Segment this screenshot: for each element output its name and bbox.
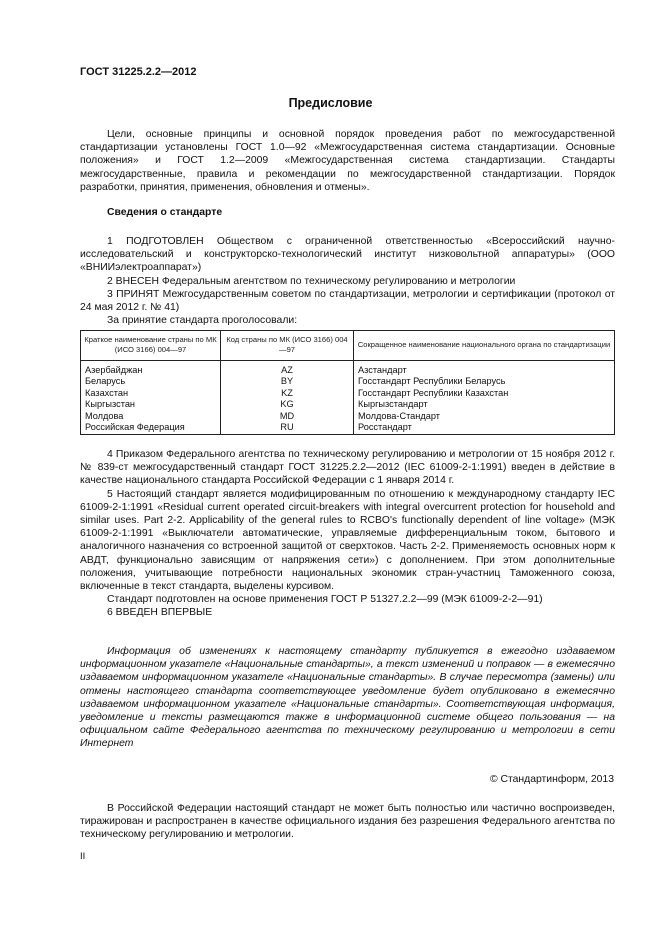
copyright-line: © Стандартинформ, 2013 xyxy=(489,774,614,785)
cell-country: Азербайджан xyxy=(81,361,221,377)
legal-paragraph: В Российской Федерации настоящий стандарт не может быть полностью или частично воспроизведен, тиражирован и распространен в качестве официального издания без разрешения Федерального агентства по техническому регулированию и метрологии. xyxy=(80,803,615,841)
item-6-paragraph: 6 ВВЕДЕН ВПЕРВЫЕ xyxy=(107,607,213,619)
col-header-code: Код страны по МК (ИСО 3166) 004—97 xyxy=(221,331,354,361)
section-subheading: Сведения о стандарте xyxy=(107,207,223,218)
legal-block xyxy=(80,802,615,842)
cell-code: AZ xyxy=(221,361,354,377)
cell-country: Российская Федерация xyxy=(81,422,221,435)
cell-country: Молдова xyxy=(81,411,221,422)
cell-body: Госстандарт Республики Беларусь xyxy=(354,376,615,387)
table-row xyxy=(81,388,615,399)
voting-countries-table xyxy=(80,330,615,435)
cell-code: RU xyxy=(221,422,354,435)
cell-body: Азстандарт xyxy=(354,361,615,377)
table-row xyxy=(81,361,615,377)
document-header: ГОСТ 31225.2.2—2012 xyxy=(80,66,197,78)
table-row xyxy=(81,376,615,387)
page-title: Предисловие xyxy=(288,96,373,110)
table-header-row xyxy=(81,331,615,361)
cell-body: Росстандарт xyxy=(354,422,615,435)
item-3-paragraph: 3 ПРИНЯТ Межгосударственным советом по стандартизации, метрологии и сертификации (протокол от 24 мая 2012 г. № 41) xyxy=(80,288,615,314)
item-5-note: Стандарт подготовлен на основе применения ГОСТ Р 51327.2.2—99 (МЭК 61009-2-2—91) xyxy=(107,594,543,606)
cell-country: Казахстан xyxy=(81,388,221,399)
cell-code: BY xyxy=(221,376,354,387)
item-4-paragraph: 4 Приказом Федерального агентства по техническому регулированию и метрологии от 15 ноября 2012 г. № 839-ст межгосударственный стандарт ГОСТ 31225.2.2—2012 (IEC 61009-2-1:1991) введен в действие в качестве национального стандарта Российской Федерации с 1 января 2014 г. xyxy=(80,449,615,487)
table-row xyxy=(81,422,615,435)
cell-country: Беларусь xyxy=(81,376,221,387)
standard-info-block-2 xyxy=(80,448,615,620)
page-number: II xyxy=(80,851,86,862)
item-2-paragraph: 2 ВНЕСЕН Федеральным агентством по техническому регулированию и метрологии xyxy=(107,275,516,287)
table-row xyxy=(81,411,615,422)
intro-block xyxy=(80,128,615,194)
cell-code: KG xyxy=(221,399,354,410)
voted-label: За принятие стандарта проголосовали: xyxy=(107,315,298,327)
col-header-body: Сокращенное наименование национального органа по стандартизации xyxy=(354,331,615,361)
cell-country: Кыргызстан xyxy=(81,399,221,410)
notice-block xyxy=(80,645,615,751)
cell-code: KZ xyxy=(221,388,354,399)
cell-code: MD xyxy=(221,411,354,422)
cell-body: Кыргызстандарт xyxy=(354,399,615,410)
cell-body: Госстандарт Республики Казахстан xyxy=(354,388,615,399)
col-header-country: Краткое наименование страны по МК (ИСО 3166) 004—97 xyxy=(81,331,221,361)
cell-body: Молдова-Стандарт xyxy=(354,411,615,422)
table-row xyxy=(81,399,615,410)
intro-paragraph: Цели, основные принципы и основной порядок проведения работ по межгосударственной стандартизации установлены ГОСТ 1.0—92 «Межгосударственная система стандартизации. Основные положения» и ГОСТ 1.2—2009 «Межгосударственная система стандартизации. Стандарты межгосударственные, правила и рекомендации по межгосударственной стандартизации. Порядок разработки, принятия, применения, обновления и отмены». xyxy=(80,129,615,193)
item-5-paragraph: 5 Настоящий стандарт является модифицированным по отношению к международному стандарту IEC 61009-2-1:1991 «Residual current operated circuit-breakers with integral overcurrent protection for household and similar uses. Part 2-2. Applicability of the general rules to RCBO's functionally dependent of line voltage» (МЭК 61009-2-1:1991 «Выключатели автоматические, управляемые дифференциальным током, бытового и аналогичного назначения со встроенной защитой от сверхтоков. Часть 2-2. Применяемость основных норм к АВДТ, функционально зависящим от напряжения сети») с дополнением. При этом дополнительные положения, учитывающие потребности национальных экономик стран-участниц Таможенного союза, включенные в текст стандарта, выделены курсивом. xyxy=(80,488,615,593)
notice-paragraph: Информация об изменениях к настоящему стандарту публикуется в ежегодно издаваемом информационном указателе «Национальные стандарты», а текст изменений и поправок — в ежемесячно издаваемом информационном указателе «Национальные стандарты». В случае пересмотра (замены) или отмены настоящего стандарта соответствующее уведомление будет опубликовано в ежемесячно издаваемом информационном указателе «Национальные стандарты». Соответствующая информация, уведомление и тексты размещаются также в информационной системе общего пользования — на официальном сайте Федерального агентства по техническому регулированию и метрологии в сети Интернет xyxy=(80,646,615,750)
standard-info-block xyxy=(80,235,615,327)
item-1-paragraph: 1 ПОДГОТОВЛЕН Обществом с ограниченной ответственностью «Всероссийский научно-исследовательский и конструкторско-технологический институт низковольтной аппаратуры» (ООО «ВНИИэлектроаппарат») xyxy=(80,236,615,274)
